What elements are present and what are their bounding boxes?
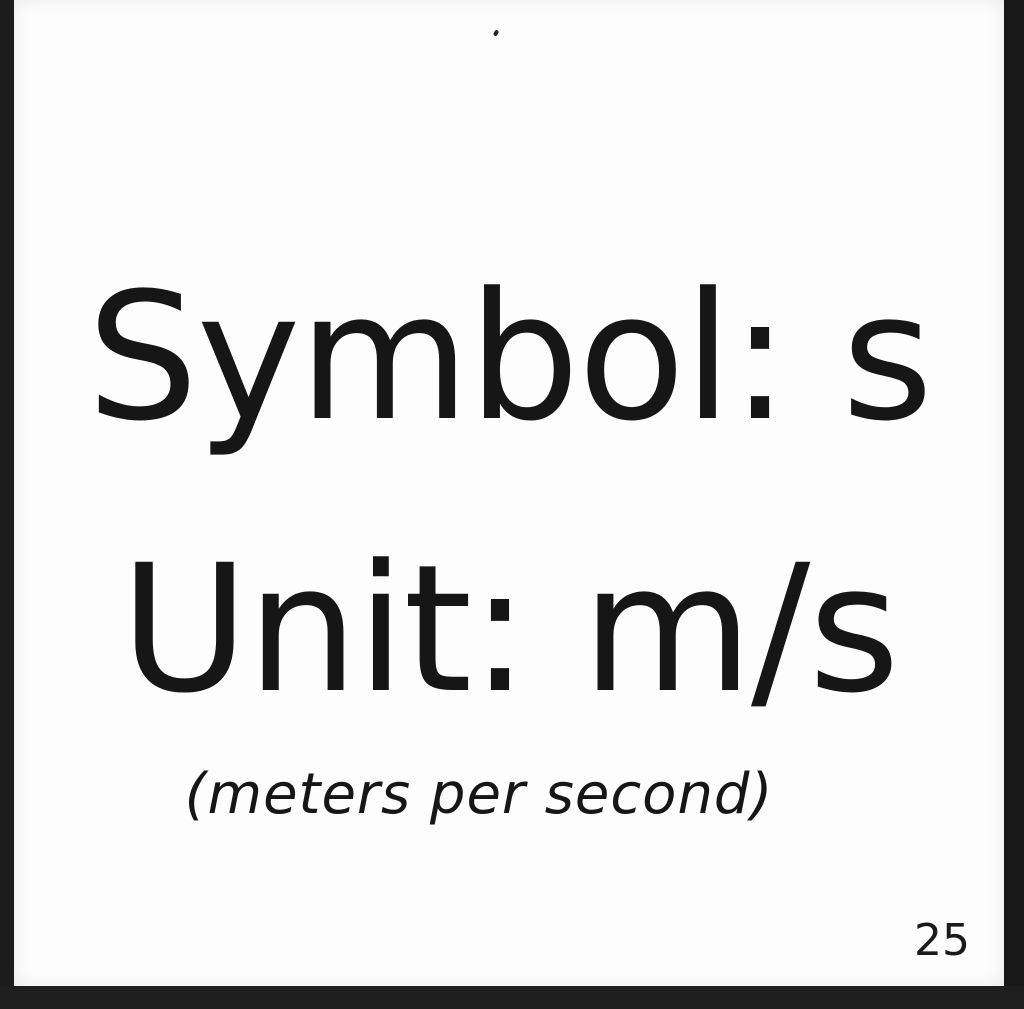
right-border <box>1004 0 1024 1009</box>
symbol-heading: Symbol: s <box>86 255 932 460</box>
page-number: 25 <box>914 915 970 966</box>
slide-card <box>14 0 1004 986</box>
unit-expansion: (meters per second) <box>184 762 774 827</box>
unit-heading: Unit: m/s <box>120 527 898 732</box>
dust-speck <box>493 29 499 36</box>
bottom-border <box>0 986 1024 1009</box>
